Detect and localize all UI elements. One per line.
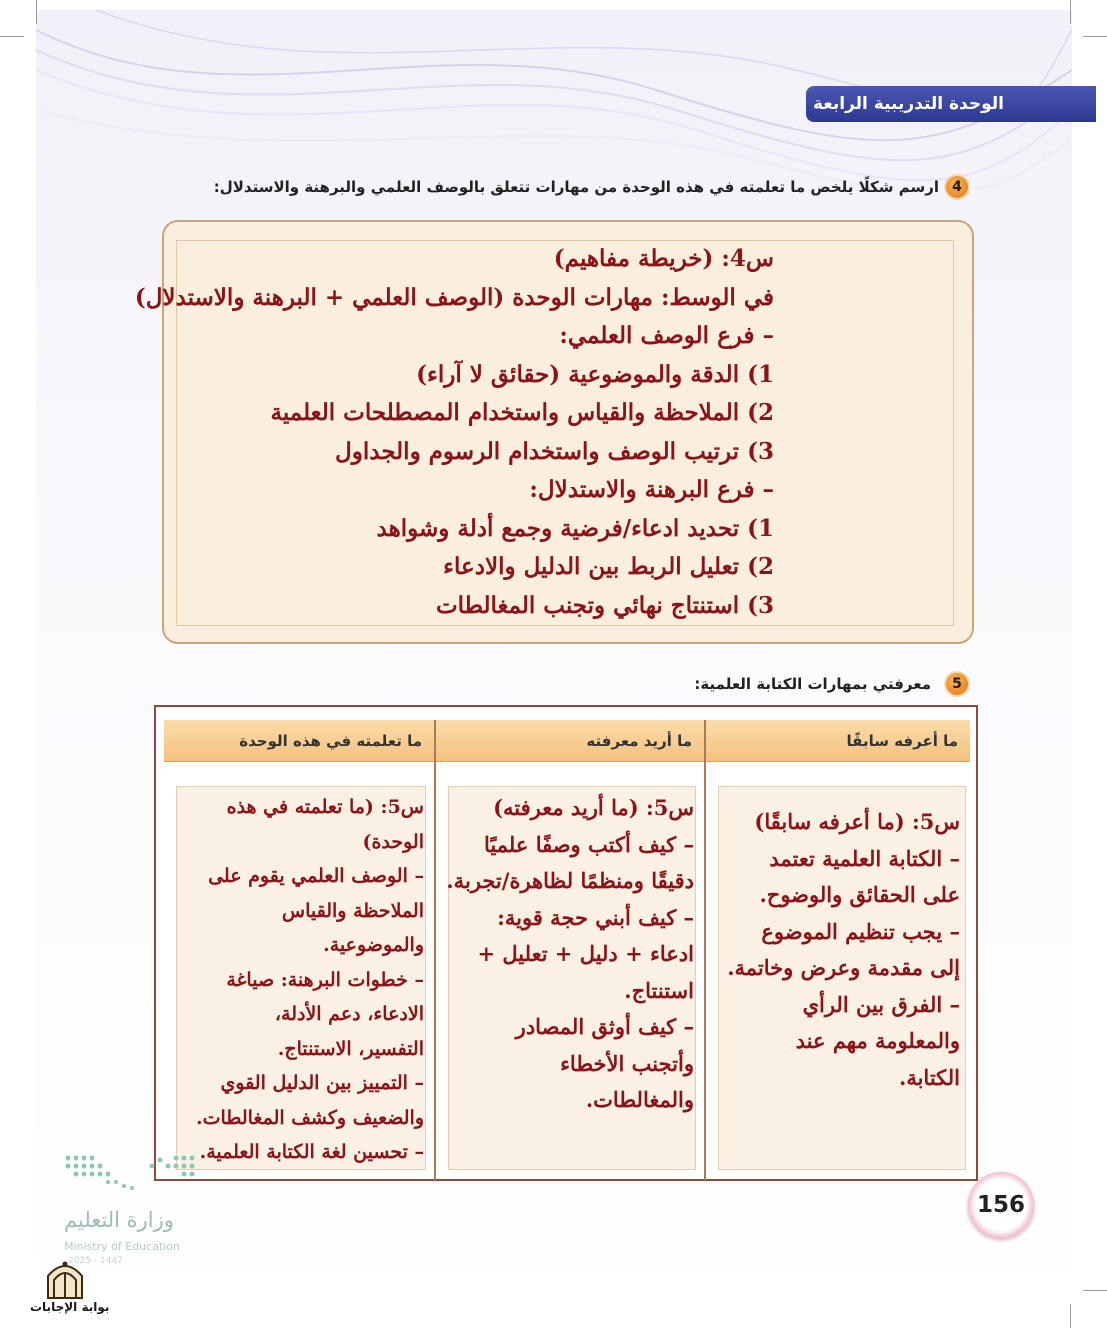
column-header-learned: ما تعلمته في هذه الوحدة [164, 720, 434, 762]
answer-line: 1) الدقة والموضوعية (حقائق لا آراء) [416, 360, 774, 388]
column-header-know: ما أعرفه سابقًا [706, 720, 970, 762]
answer-line: س4: (خريطة مفاهيم) [553, 245, 774, 272]
crop-mark [0, 36, 24, 37]
cell-know-answer: س5: (ما أعرفه سابقًا) – الكتابة العلمية تعتمد على الحقائق والوضوح. – يجب تنظيم الموضوع إلى مقدمة وعرض وخاتمة. – الفرق بين الرأي والمعلومة مهم عند الكتابة. [727, 809, 960, 1090]
answer-line: في الوسط: مهارات الوحدة (الوصف العلمي + البرهنة والاستدلال) [134, 283, 774, 311]
question-5-number-badge: 5 [944, 671, 970, 697]
question-5-prompt: معرفتي بمهارات الكتابة العلمية: [694, 675, 931, 693]
cell-learned-answer: س5: (ما تعلمته في هذه الوحدة) – الوصف العلمي يقوم على الملاحظة والقياس والموضوعية. – خطوات البرهنة: صياغة الادعاء، دعم الأدلة، التفسير، الاستنتاج. – التمييز بين الدليل القوي والضعيف وكشف المغالطات. – تحسين لغة الكتابة العلمية. [195, 796, 424, 1163]
answer-line: – فرع الوصف العلمي: [559, 322, 774, 349]
answer-line: 3) استنتاج نهائي وتجنب المغالطات [435, 591, 774, 619]
site-label[interactable]: بوابة الإجابات [30, 1300, 110, 1314]
ministry-name-arabic: وزارة التعليم [64, 1208, 174, 1232]
crop-mark [1083, 36, 1107, 37]
unit-title-tab: الوحدة التدريبية الرابعة [806, 86, 1096, 122]
column-divider [434, 720, 436, 1180]
page-number: 156 [968, 1172, 1034, 1238]
answer-line: – فرع البرهنة والاستدلال: [529, 476, 774, 503]
ministry-name-english: Ministry of Education [64, 1240, 181, 1253]
concept-map-answer [134, 240, 774, 625]
column-header-want: ما أريد معرفته [436, 720, 704, 762]
crop-mark [1083, 1290, 1107, 1291]
cell-want-answer: س5: (ما أريد معرفته) – كيف أكتب وصفًا علميًا دقيقًا ومنظمًا لظاهرة/تجربة. – كيف أبني حجة قوية: ادعاء + دليل + تعليل + استنتاج. – كيف أوثق المصادر وأتجنب الأخطاء والمغالطات. [446, 795, 694, 1112]
question-4-prompt: ارسم شكلًا يلخص ما تعلمته في هذه الوحدة من مهارات تتعلق بالوصف العلمي والبرهنة والاستدلال: [213, 178, 939, 196]
site-logo-icon [44, 1256, 86, 1300]
answer-line: 2) الملاحظة والقياس واستخدام المصطلحات العلمية [270, 399, 774, 426]
answer-line: 3) ترتيب الوصف واستخدام الرسوم والجداول [335, 437, 774, 465]
question-4-number-badge: 4 [944, 174, 970, 200]
ministry-logo-icon [62, 1150, 202, 1202]
answer-line: 1) تحديد ادعاء/فرضية وجمع أدلة وشواهد [376, 514, 774, 542]
crop-mark [1070, 1304, 1071, 1328]
column-divider [704, 720, 706, 1180]
answer-line: 2) تعليل الربط بين الدليل والادعاء [443, 553, 774, 580]
ministry-years: 2025 - 1447 [68, 1256, 123, 1266]
